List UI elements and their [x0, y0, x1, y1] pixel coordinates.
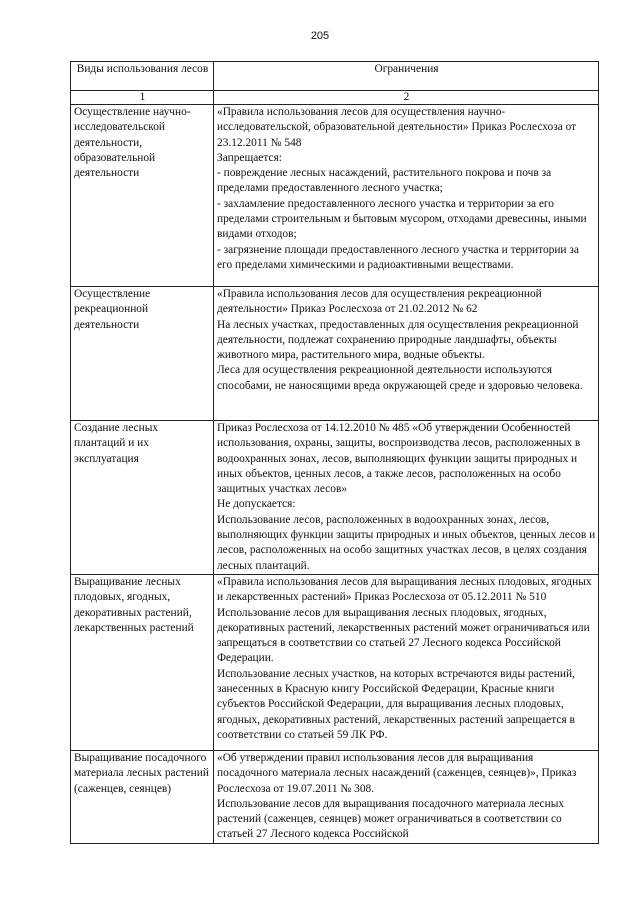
page-number: 205 [310, 30, 330, 42]
restrictions-cell [214, 287, 599, 421]
header-cell-restrictions: Ограничения [214, 62, 599, 91]
forest-use-type-cell: Осуществление научно-исследовательской деятельности, образовательной деятельности [71, 105, 214, 287]
restrictions-cell [214, 421, 599, 575]
forest-use-type-cell: Выращивание лесных плодовых, ягодных, декоративных растений, лекарственных растений [71, 574, 214, 750]
table-row [71, 421, 599, 575]
column-number-row [71, 91, 599, 105]
restrictions-cell [214, 574, 599, 750]
restriction-paragraph: - повреждение лесных насаждений, растительного покрова и почв за пределами предоставленного лесного участка; [217, 167, 552, 195]
restriction-paragraph: Не допускается: [217, 498, 296, 511]
restriction-paragraph: «Правила использования лесов для осуществления научно-исследовательской, образовательной деятельности» Приказ Рослесхоза от 23.12.2011 № 548 [217, 106, 577, 149]
restriction-paragraph: На лесных участках, предоставленных для осуществления рекреационной деятельности, подлежат сохранению природные ландшафты, объекты животного мира, растительного мира, водные объекты. [217, 318, 579, 362]
column-number-cell: 1 [71, 91, 214, 105]
restriction-paragraph: - захламление предоставленного лесного участка и территории за его пределами строительным и бытовым мусором, отходами древесины, иными видами отходов; [217, 197, 587, 241]
table-row [71, 105, 599, 287]
restriction-paragraph: Запрещается: [217, 151, 282, 164]
forest-use-restrictions-table [70, 61, 599, 844]
restriction-paragraph: Использование лесных участков, на которых встречаются виды растений, занесенных в Красную книгу Российской Федерации, Красные книги субъектов Российской Федерации, для выращивания лесных плодовых, ягодных, декоративных растений, лекарственных растений запрещается в соответствии со статьей 59 ЛК РФ. [217, 667, 575, 741]
forest-use-type-cell: Осуществление рекреационной деятельности [71, 287, 214, 421]
column-number-cell: 2 [214, 91, 599, 105]
table-row [71, 574, 599, 750]
restriction-paragraph: Использование лесов для выращивания посадочного материала лесных растений (саженцев, сеянцев) может ограничиваться в соответствии со статьей 27 Лесного кодекса Российской [217, 797, 565, 841]
restriction-paragraph: Леса для осуществления рекреационной деятельности используются способами, не наносящими вреда окружающей среде и здоровью человека. [217, 364, 583, 392]
restriction-paragraph: «Правила использования лесов для выращивания лесных плодовых, ягодных и лекарственных растений» Приказ Рослесхоза от 05.12.2011 № 510 [217, 575, 592, 604]
header-cell-forest-use-types: Виды использования лесов [71, 62, 214, 91]
restriction-paragraph: Использование лесов, расположенных в водоохранных зонах, лесов, выполняющих функции защиты природных и иных объектов, ценных лесов и лесов, расположенных на особо защитных участках лесов, в целях создания лесных плантаций. [217, 513, 596, 572]
restrictions-cell [214, 105, 599, 287]
restriction-paragraph: Использование лесов для выращивания лесных плодовых, ягодных, декоративных растений, лекарственных растений может ограничиваться или запрещаться в соответствии со статьей 27 Лесного кодекса Российской Федерации. [217, 606, 590, 665]
table-row [71, 287, 599, 421]
table-row [71, 750, 599, 843]
restriction-paragraph: «Об утверждении правил использования лесов для выращивания посадочного материала лесных насаждений (саженцев, сеянцев)», Приказ Рослесхоза от 19.07.2011 № 308. [217, 751, 577, 795]
restrictions-cell [214, 750, 599, 843]
restriction-paragraph: «Правила использования лесов для осуществления рекреационной деятельности» Приказ Рослесхоза от 21.02.2012 № 62 [217, 288, 542, 316]
forest-use-type-cell: Выращивание посадочного материала лесных растений (саженцев, сеянцев) [71, 750, 214, 843]
restriction-paragraph: Приказ Рослесхоза от 14.12.2010 № 485 «Об утверждении Особенностей использования, охраны, защиты, воспроизводства лесов, расположенных в водоохранных зонах, лесов, выполняющих функции защиты природных и иных объектов, ценных лесов, а также лесов, расположенных на особо защитных участках лесов» [217, 422, 581, 496]
restriction-paragraph: - загрязнение площади предоставленного лесного участка и территории за его пределами химическими и радиоактивными веществами. [217, 243, 579, 271]
table-header-row [71, 62, 599, 91]
forest-use-type-cell: Создание лесных плантаций и их эксплуатация [71, 421, 214, 575]
